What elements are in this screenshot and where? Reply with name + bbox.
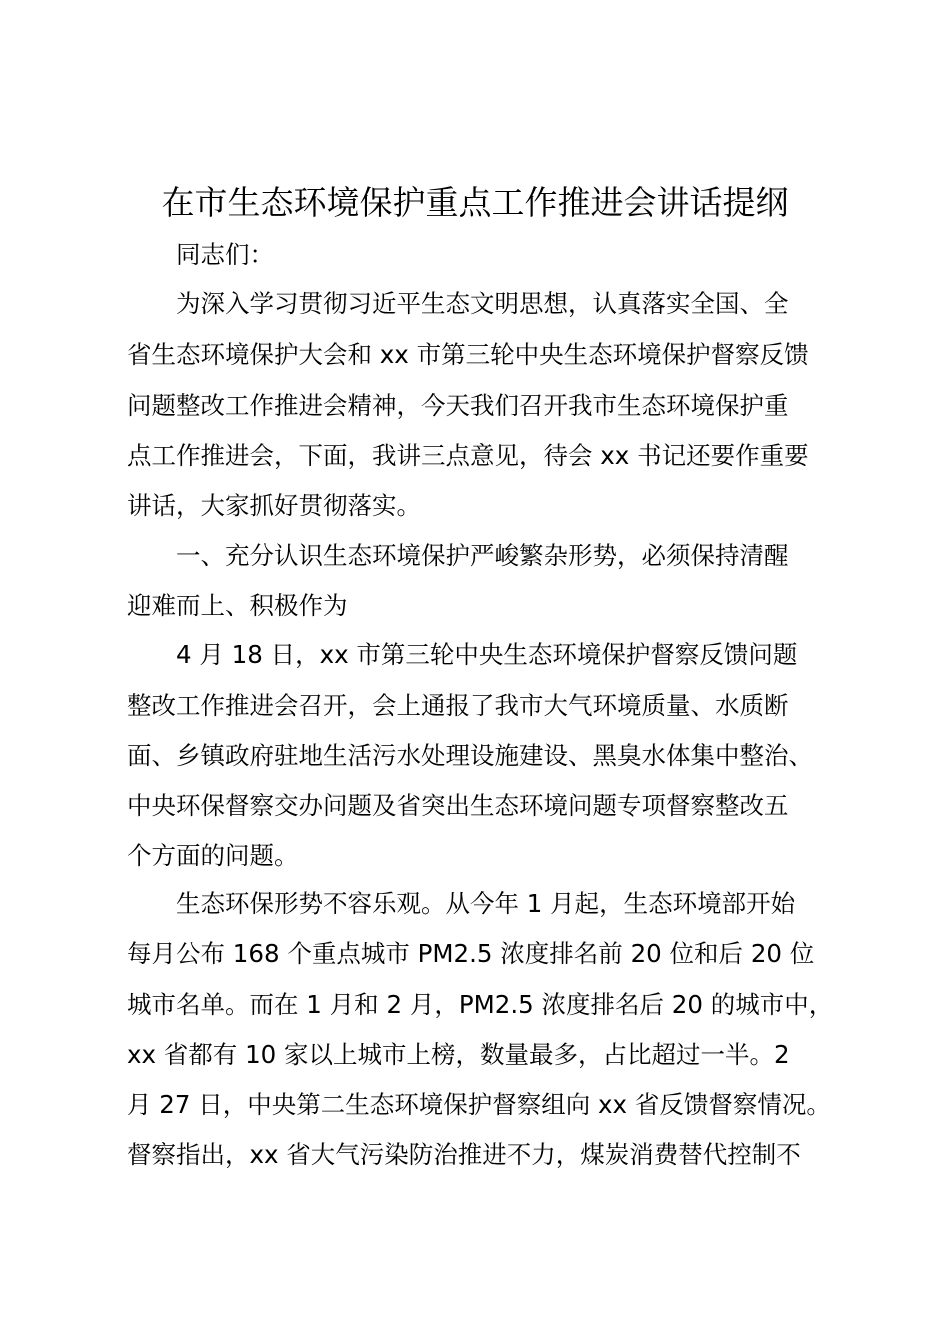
section-heading-line: 迎难而上、积极作为 — [127, 591, 348, 620]
paragraph-line: 个方面的问题。 — [127, 841, 299, 870]
paragraph-line: 月 27 日，中央第二生态环境保护督察组向 xx 省反馈督察情况。 — [127, 1090, 831, 1119]
paragraph-line: 每月公布 168 个重点城市 PM2.5 浓度排名前 20 位和后 20 位 — [127, 939, 815, 968]
paragraph-line: 4 月 18 日，xx 市第三轮中央生态环境保护督察反馈问题 — [176, 640, 798, 669]
section-heading-line: 一、充分认识生态环境保护严峻繁杂形势，必须保持清醒 — [176, 541, 789, 570]
paragraph-line: 整改工作推进会召开，会上通报了我市大气环境质量、水质断 — [127, 691, 789, 720]
paragraph-line: 为深入学习贯彻习近平生态文明思想，认真落实全国、全 — [176, 289, 789, 318]
paragraph-line: 生态环保形势不容乐观。从今年 1 月起，生态环境部开始 — [176, 889, 796, 918]
paragraph-line: xx 省都有 10 家以上城市上榜，数量最多，占比超过一半。2 — [127, 1040, 790, 1069]
paragraph-line: 面、乡镇政府驻地生活污水处理设施建设、黑臭水体集中整治、 — [127, 741, 813, 770]
paragraph-line: 中央环保督察交办问题及省突出生态环境问题专项督察整改五 — [127, 791, 789, 820]
paragraph-line: 督察指出，xx 省大气污染防治推进不力，煤炭消费替代控制不 — [127, 1140, 801, 1169]
paragraph-line: 讲话，大家抓好贯彻落实。 — [127, 491, 421, 520]
paragraph-line: 城市名单。而在 1 月和 2 月，PM2.5 浓度排名后 20 的城市中， — [127, 990, 834, 1019]
paragraph-line: 问题整改工作推进会精神，今天我们召开我市生态环境保护重 — [127, 391, 789, 420]
document-title: 在市生态环境保护重点工作推进会讲话提纲 — [161, 183, 789, 222]
salutation: 同志们： — [176, 240, 274, 269]
paragraph-line: 省生态环境保护大会和 xx 市第三轮中央生态环境保护督察反馈 — [127, 340, 809, 369]
paragraph-line: 点工作推进会，下面，我讲三点意见，待会 xx 书记还要作重要 — [127, 441, 809, 470]
